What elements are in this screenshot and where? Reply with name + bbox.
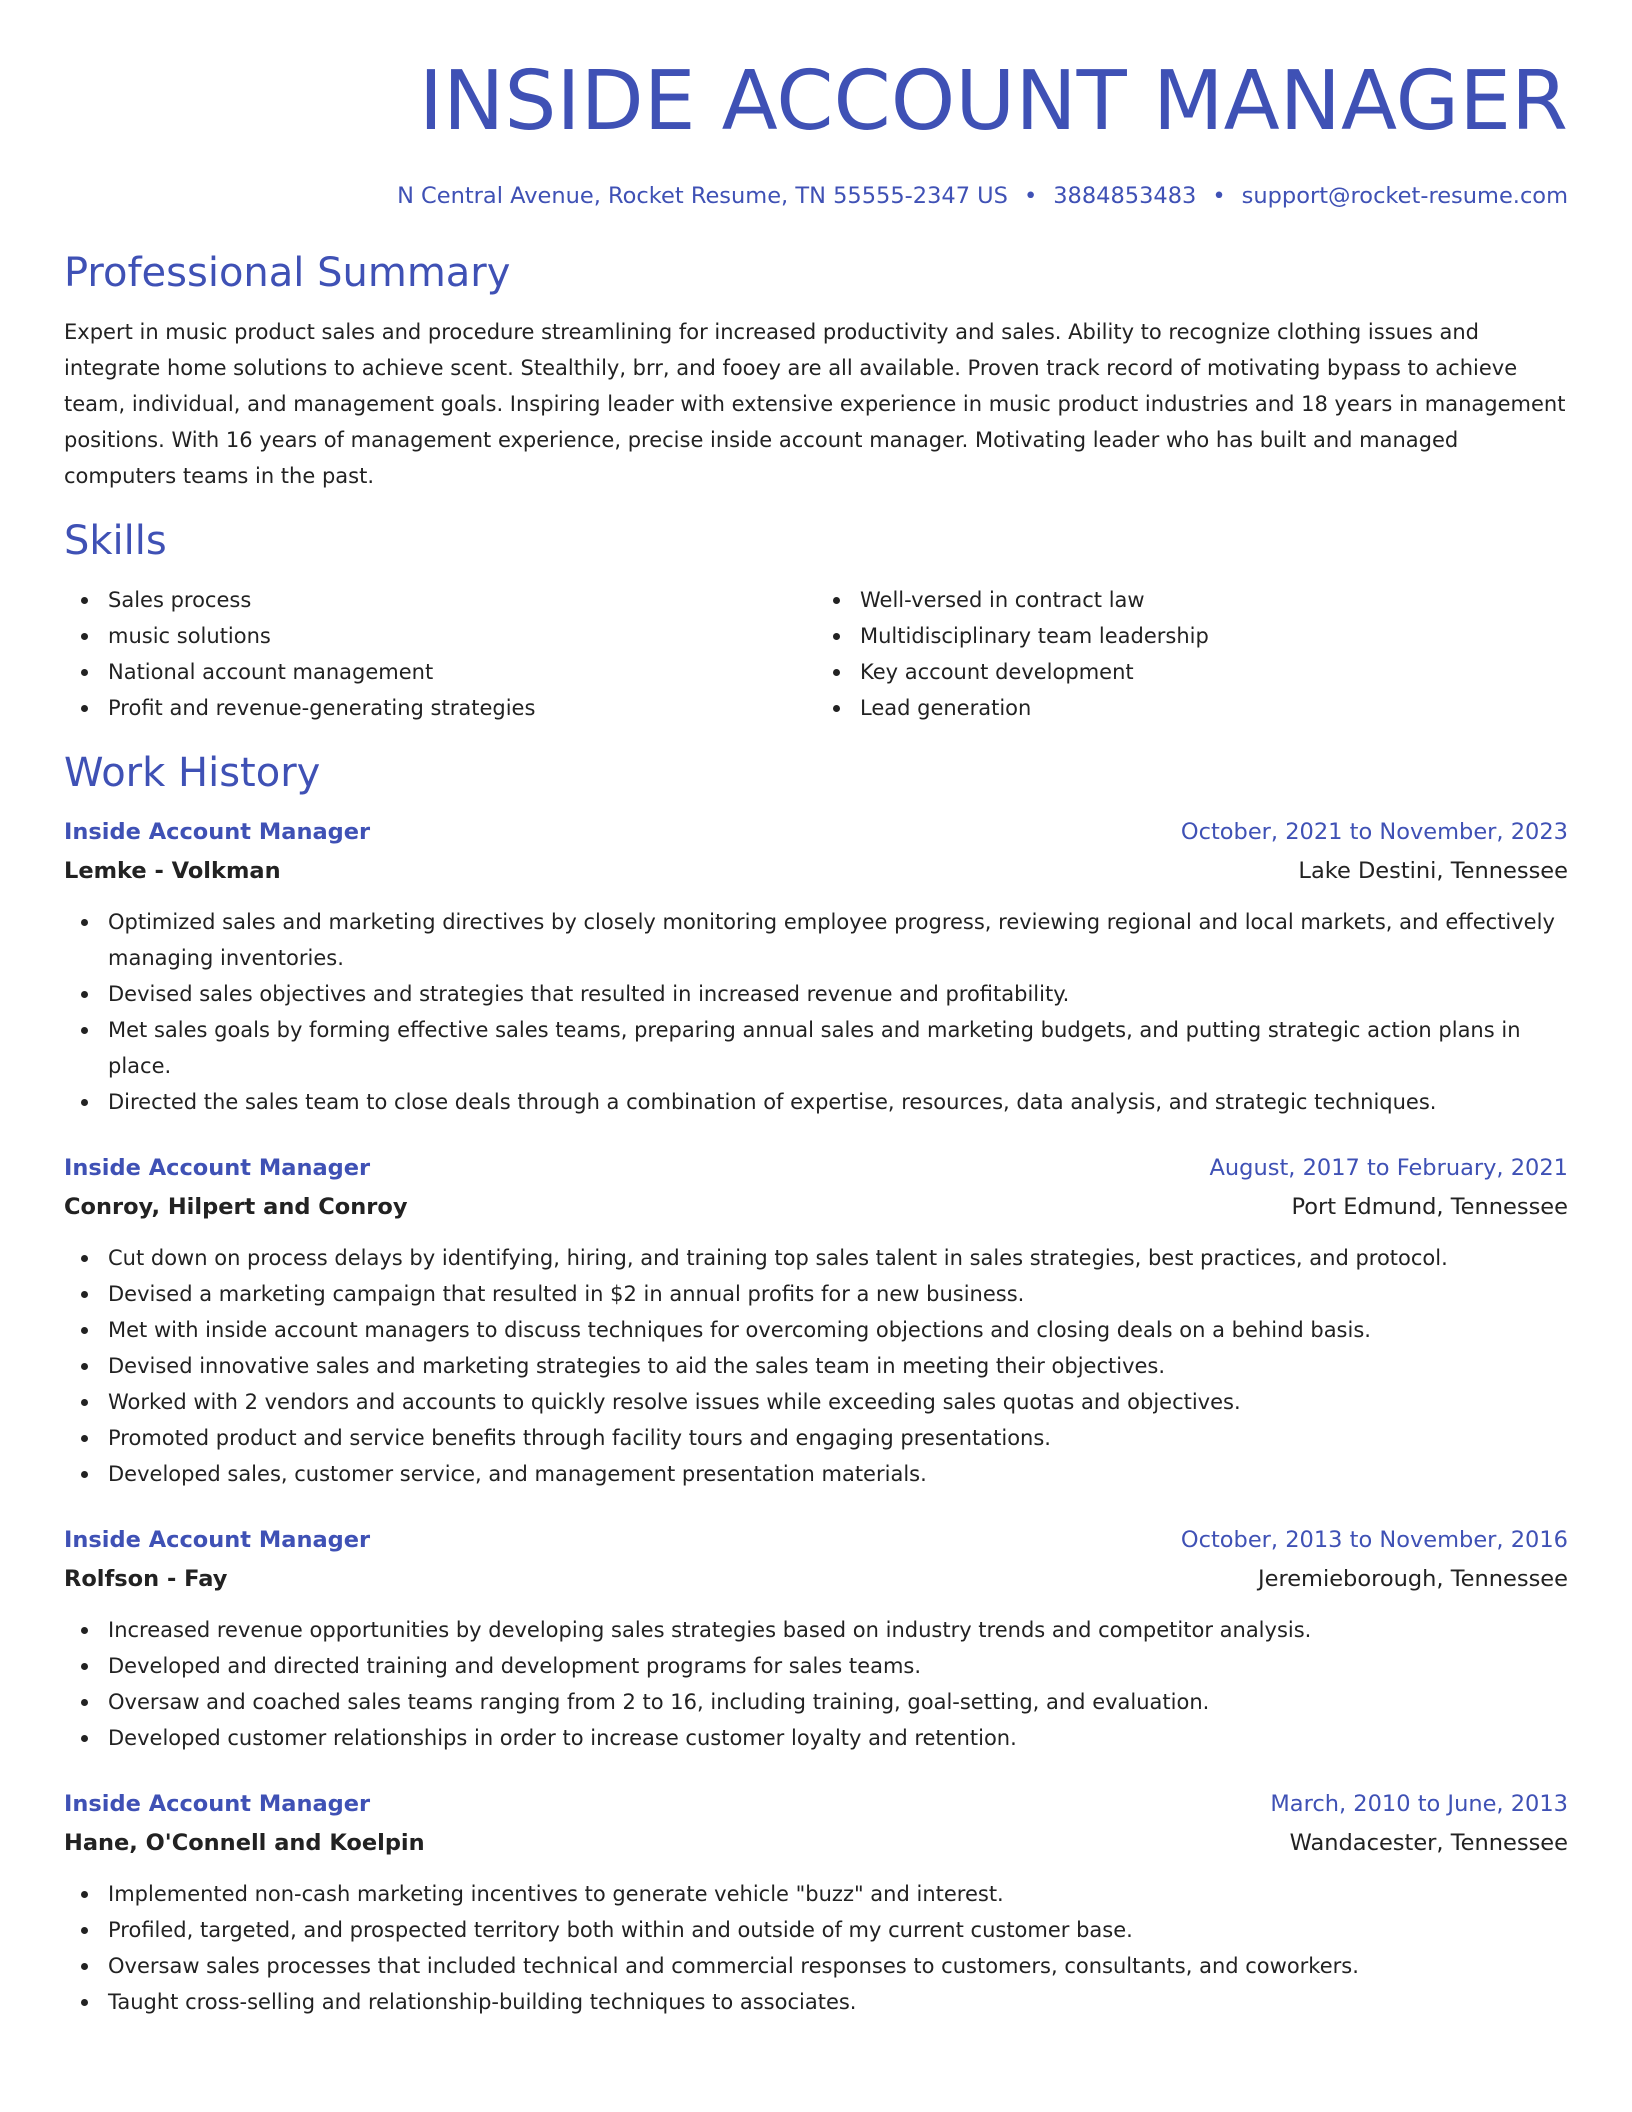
job-entry bbox=[64, 1148, 1568, 1492]
skill-item: Multidisciplinary team leadership bbox=[816, 618, 1568, 654]
job-title: Inside Account Manager bbox=[64, 819, 371, 845]
job-bullet: Developed sales, customer service, and management presentation materials. bbox=[64, 1456, 1568, 1492]
job-company: Lemke - Volkman bbox=[64, 858, 281, 884]
job-title: Inside Account Manager bbox=[64, 1791, 371, 1817]
job-dates: March, 2010 to June, 2013 bbox=[1270, 1791, 1568, 1817]
contact-line bbox=[64, 180, 1568, 212]
contact-separator: • bbox=[1212, 183, 1226, 209]
job-bullet: Directed the sales team to close deals through a combination of expertise, resources, data analysis, and strategic techniques. bbox=[64, 1084, 1568, 1120]
candidate-title: INSIDE ACCOUNT MANAGER bbox=[418, 54, 1568, 149]
job-title-row bbox=[64, 1784, 1568, 1824]
skill-item: Lead generation bbox=[816, 690, 1568, 726]
contact-phone: 3884853483 bbox=[1053, 183, 1197, 209]
skill-item: music solutions bbox=[64, 618, 816, 654]
job-bullet: Oversaw and coached sales teams ranging from 2 to 16, including training, goal-setting, and evaluation. bbox=[64, 1684, 1568, 1720]
resume-header bbox=[64, 0, 1568, 212]
job-title: Inside Account Manager bbox=[64, 1155, 371, 1181]
job-entry bbox=[64, 1784, 1568, 2020]
work-history-heading: Work History bbox=[64, 750, 321, 796]
contact-separator: • bbox=[1023, 183, 1038, 209]
job-bullets bbox=[64, 1876, 1568, 2020]
job-bullet: Devised a marketing campaign that resulted in $2 in annual profits for a new business. bbox=[64, 1276, 1568, 1312]
job-bullet: Developed customer relationships in order to increase customer loyalty and retention. bbox=[64, 1720, 1568, 1756]
job-title: Inside Account Manager bbox=[64, 1527, 371, 1553]
job-company: Rolfson - Fay bbox=[64, 1566, 228, 1592]
job-bullets bbox=[64, 1612, 1568, 1756]
skills-section bbox=[64, 516, 1568, 726]
job-entry bbox=[64, 1520, 1568, 1756]
skills-grid bbox=[64, 582, 1568, 726]
job-bullet: Met sales goals by forming effective sales teams, preparing annual sales and marketing budgets, and putting strategic action plans in place. bbox=[64, 1012, 1568, 1084]
job-bullet: Met with inside account managers to discuss techniques for overcoming objections and closing deals on a behind basis. bbox=[64, 1312, 1568, 1348]
job-location: Port Edmund, Tennessee bbox=[1291, 1194, 1568, 1220]
job-bullet: Devised innovative sales and marketing strategies to aid the sales team in meeting their objectives. bbox=[64, 1348, 1568, 1384]
job-bullet: Devised sales objectives and strategies that resulted in increased revenue and profitability. bbox=[64, 976, 1568, 1012]
skill-item: National account management bbox=[64, 654, 816, 690]
summary-section bbox=[64, 248, 1568, 494]
job-dates: October, 2013 to November, 2016 bbox=[1180, 1527, 1568, 1553]
skills-column-left bbox=[64, 582, 816, 726]
job-company: Hane, O'Connell and Koelpin bbox=[64, 1830, 425, 1856]
skill-item: Profit and revenue-generating strategies bbox=[64, 690, 816, 726]
skills-heading: Skills bbox=[64, 518, 167, 564]
job-location: Jeremieborough, Tennessee bbox=[1257, 1566, 1568, 1592]
job-bullets bbox=[64, 904, 1568, 1120]
job-bullet: Taught cross-selling and relationship-building techniques to associates. bbox=[64, 1984, 1568, 2020]
job-bullets bbox=[64, 1240, 1568, 1492]
job-dates: October, 2021 to November, 2023 bbox=[1180, 819, 1568, 845]
skill-item: Well-versed in contract law bbox=[816, 582, 1568, 618]
job-bullet: Implemented non-cash marketing incentives to generate vehicle "buzz" and interest. bbox=[64, 1876, 1568, 1912]
job-title-row bbox=[64, 1148, 1568, 1188]
job-dates: August, 2017 to February, 2021 bbox=[1209, 1155, 1568, 1181]
skill-item: Sales process bbox=[64, 582, 816, 618]
job-bullet: Optimized sales and marketing directives by closely monitoring employee progress, reviewing regional and local markets, and effectively managing inventories. bbox=[64, 904, 1568, 976]
job-bullet: Oversaw sales processes that included technical and commercial responses to customers, consultants, and coworkers. bbox=[64, 1948, 1568, 1984]
skills-column-right bbox=[816, 582, 1568, 726]
job-location: Wandacester, Tennessee bbox=[1289, 1830, 1568, 1856]
job-bullet: Worked with 2 vendors and accounts to quickly resolve issues while exceeding sales quotas and objectives. bbox=[64, 1384, 1568, 1420]
contact-address: N Central Avenue, Rocket Resume, TN 55555-2347 US bbox=[397, 183, 1008, 209]
job-company-row bbox=[64, 1824, 1568, 1862]
job-bullet: Developed and directed training and development programs for sales teams. bbox=[64, 1648, 1568, 1684]
job-bullet: Increased revenue opportunities by developing sales strategies based on industry trends and competitor analysis. bbox=[64, 1612, 1568, 1648]
job-company: Conroy, Hilpert and Conroy bbox=[64, 1194, 408, 1220]
job-title-row bbox=[64, 812, 1568, 852]
summary-text: Expert in music product sales and procedure streamlining for increased productivity and sales. Ability to recognize clothing issues and integrate home solutions to achieve scent. Stealthily, brr, and fooey are all available. Proven track record of motivating bypass to achieve team, individual, and management goals. Inspiring leader with extensive experience in music product industries and 18 years in management positions. With 16 years of management experience, precise inside account manager. Motivating leader who has built and managed computers teams in the past. bbox=[64, 320, 1566, 488]
job-company-row bbox=[64, 1188, 1568, 1226]
job-entry bbox=[64, 812, 1568, 1120]
job-bullet: Cut down on process delays by identifying, hiring, and training top sales talent in sales strategies, best practices, and protocol. bbox=[64, 1240, 1568, 1276]
job-location: Lake Destini, Tennessee bbox=[1298, 858, 1568, 884]
summary-heading: Professional Summary bbox=[64, 250, 511, 296]
job-title-row bbox=[64, 1520, 1568, 1560]
job-company-row bbox=[64, 1560, 1568, 1598]
job-bullet: Promoted product and service benefits through facility tours and engaging presentations. bbox=[64, 1420, 1568, 1456]
job-bullet: Profiled, targeted, and prospected territory both within and outside of my current customer base. bbox=[64, 1912, 1568, 1948]
contact-email: support@rocket-resume.com bbox=[1241, 183, 1568, 209]
work-history-section bbox=[64, 748, 1568, 2020]
job-company-row bbox=[64, 852, 1568, 890]
skill-item: Key account development bbox=[816, 654, 1568, 690]
